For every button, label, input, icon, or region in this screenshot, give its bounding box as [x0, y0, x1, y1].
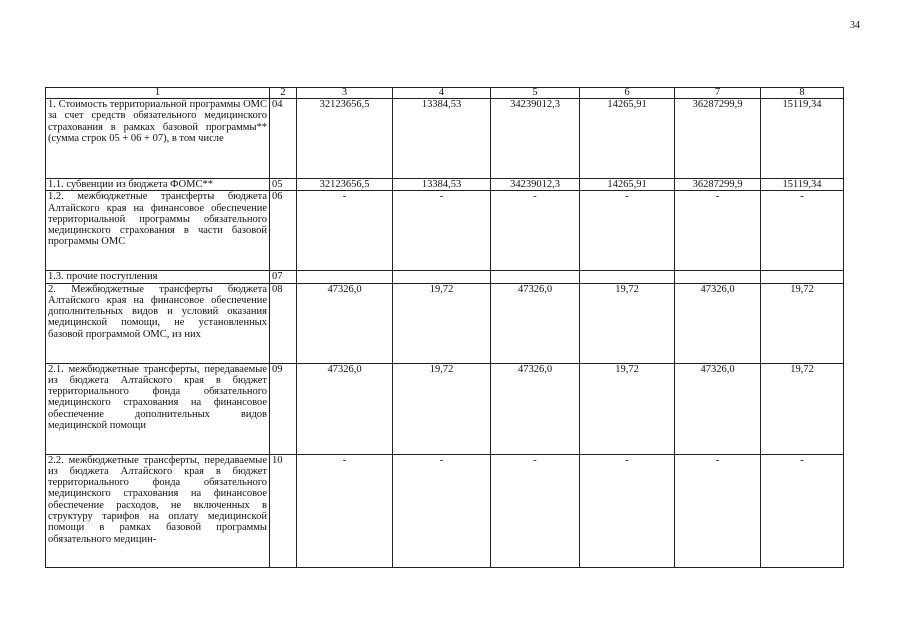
table-row	[46, 283, 844, 363]
value-cell: 19,72	[761, 363, 844, 454]
header-cell: 6	[580, 88, 675, 99]
value-cell: 13384,53	[393, 179, 491, 191]
value-cell: 14265,91	[580, 179, 675, 191]
header-cell: 5	[491, 88, 580, 99]
header-cell: 4	[393, 88, 491, 99]
row-name: 2.2. межбюджетные трансферты, передаваемые из бюджета Алтайского края в бюджет территориального фонда обязательного медицинского страхования на финансовое обеспечение расходов, не включенных в структуру тарифов на оплату медицинской помощи в рамках базовой программы обязательного медицин-	[46, 454, 270, 567]
header-cell: 8	[761, 88, 844, 99]
value-cell: 36287299,9	[675, 99, 761, 179]
row-code: 04	[270, 99, 297, 179]
value-cell: 19,72	[580, 363, 675, 454]
page-number: 34	[850, 20, 860, 31]
table-row	[46, 454, 844, 567]
value-cell: -	[297, 191, 393, 271]
row-code: 06	[270, 191, 297, 271]
value-cell: 47326,0	[297, 283, 393, 363]
value-cell: -	[393, 454, 491, 567]
table-row	[46, 271, 844, 283]
value-cell: -	[675, 191, 761, 271]
row-name: 2.1. межбюджетные трансферты, передаваемые из бюджета Алтайского края в бюджет территориального фонда обязательного медицинского страхования на финансовое обеспечение дополнительных видов медицинской помощи	[46, 363, 270, 454]
row-code: 07	[270, 271, 297, 283]
value-cell: -	[491, 454, 580, 567]
value-cell	[675, 271, 761, 283]
value-cell: 36287299,9	[675, 179, 761, 191]
header-cell: 3	[297, 88, 393, 99]
value-cell	[761, 271, 844, 283]
row-code: 08	[270, 283, 297, 363]
value-cell: 32123656,5	[297, 99, 393, 179]
value-cell: -	[675, 454, 761, 567]
value-cell: 47326,0	[297, 363, 393, 454]
value-cell: 34239012,3	[491, 179, 580, 191]
value-cell: -	[491, 191, 580, 271]
value-cell: 32123656,5	[297, 179, 393, 191]
row-name: 1.1. субвенции из бюджета ФОМС**	[46, 179, 270, 191]
table-row	[46, 363, 844, 454]
header-cell: 2	[270, 88, 297, 99]
row-name: 2. Межбюджетные трансферты бюджета Алтайского края на финансовое обеспечение дополнительных видов и условий оказания медицинской помощи, не установленных базовой программой ОМС, из них	[46, 283, 270, 363]
value-cell	[491, 271, 580, 283]
value-cell: 19,72	[393, 363, 491, 454]
value-cell: 47326,0	[491, 283, 580, 363]
value-cell: -	[580, 191, 675, 271]
value-cell: -	[393, 191, 491, 271]
row-code: 09	[270, 363, 297, 454]
value-cell: -	[761, 191, 844, 271]
value-cell: 19,72	[580, 283, 675, 363]
value-cell: 15119,34	[761, 179, 844, 191]
value-cell: 47326,0	[491, 363, 580, 454]
row-name: 1.2. межбюджетные трансферты бюджета Алтайского края на финансовое обеспечение территориальной программы обязательного медицинского страхования в части базовой программы ОМС	[46, 191, 270, 271]
table-row	[46, 191, 844, 271]
row-code: 05	[270, 179, 297, 191]
row-code: 10	[270, 454, 297, 567]
value-cell: 14265,91	[580, 99, 675, 179]
table-row	[46, 179, 844, 191]
value-cell: 19,72	[761, 283, 844, 363]
value-cell	[393, 271, 491, 283]
header-cell: 7	[675, 88, 761, 99]
value-cell: -	[297, 454, 393, 567]
value-cell: -	[761, 454, 844, 567]
row-name: 1. Стоимость территориальной программы ОМС за счет средств обязательного медицинского страхования в рамках базовой программы** (сумма строк 05 + 06 + 07), в том числе	[46, 99, 270, 179]
budget-table	[45, 87, 844, 568]
value-cell	[297, 271, 393, 283]
row-name: 1.3. прочие поступления	[46, 271, 270, 283]
value-cell: -	[580, 454, 675, 567]
value-cell: 47326,0	[675, 363, 761, 454]
header-cell: 1	[46, 88, 270, 99]
value-cell: 19,72	[393, 283, 491, 363]
table-header-row	[46, 88, 844, 99]
table-row	[46, 99, 844, 179]
value-cell: 13384,53	[393, 99, 491, 179]
value-cell: 47326,0	[675, 283, 761, 363]
value-cell: 34239012,3	[491, 99, 580, 179]
value-cell	[580, 271, 675, 283]
value-cell: 15119,34	[761, 99, 844, 179]
